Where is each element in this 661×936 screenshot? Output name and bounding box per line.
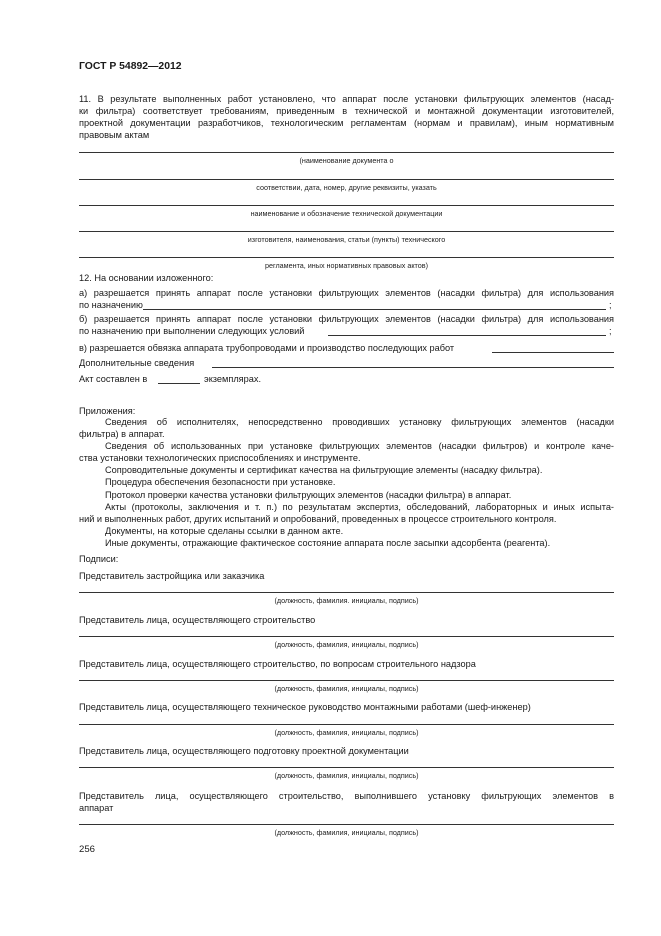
item-b-line-2: по назначению при выполнении следующих условий [79, 326, 305, 336]
attachments-heading: Приложения: [79, 406, 136, 416]
signatory-1: Представитель застройщика или заказчика [79, 571, 265, 581]
attachment-7: Документы, на которые сделаны ссылки в данном акте. [105, 526, 344, 536]
attachment-6-line-1: Акты (протоколы, заключения и т. п.) по результатам экспертиз, обследований, лабораторных и иных испыта- [105, 502, 614, 512]
fill-line [328, 335, 606, 336]
section-11-line-1: 11. В результате выполненных работ установлено, что аппарат после установки фильтрующих элементов (насад- [79, 94, 614, 104]
signature-caption: (должность, фамилия, инициалы, подпись) [274, 684, 419, 693]
item-a-line-2: по назначению [79, 300, 143, 310]
signatory-5: Представитель лица, осуществляющего подготовку проектной документации [79, 746, 409, 756]
attachment-3: Сопроводительные документы и сертификат качества на фильтрующие элементы (насадку фильтра). [105, 465, 543, 475]
page-number: 256 [79, 844, 96, 855]
field-caption: (наименование документа о [299, 156, 394, 165]
attachment-1-line-1: Сведения об исполнителях, непосредственно проводивших установку фильтрующих элементов (насадки [105, 417, 614, 427]
item-a-line-1: а) разрешается принять аппарат после установки фильтрующих элементов (насадки фильтра) для использования [79, 288, 614, 298]
attachment-4: Процедура обеспечения безопасности при установке. [105, 477, 336, 487]
item-a-end: ; [609, 300, 612, 310]
signature-caption: (должность, фамилия, инициалы, подпись) [274, 728, 419, 737]
fill-line [143, 309, 606, 310]
signature-caption: (должность, фамилия, инициалы, подпись) [274, 828, 419, 837]
item-v-line: в) разрешается обвязка аппарата трубопроводами и производство последующих работ [79, 343, 455, 353]
signature-line [79, 680, 614, 681]
signatory-6-line-2: аппарат [79, 803, 114, 813]
item-b-end: ; [609, 326, 612, 336]
signature-line [79, 824, 614, 825]
field-caption: соответствии, дата, номер, другие реквизиты, указать [256, 183, 437, 192]
act-copies-prefix: Акт составлен в [79, 374, 148, 384]
fill-line [79, 152, 614, 153]
signature-caption: (должность, фамилия, инициалы, подпись) [274, 771, 419, 780]
extra-info-label: Дополнительные сведения [79, 358, 195, 368]
item-b-line-1: б) разрешается принять аппарат после установки фильтрующих элементов (насадки фильтра) для использования [79, 314, 614, 324]
signatory-3: Представитель лица, осуществляющего строительство, по вопросам строительного надзора [79, 659, 476, 669]
signature-line [79, 767, 614, 768]
field-caption: наименование и обозначение технической документации [250, 209, 443, 218]
fill-line [79, 231, 614, 232]
fill-line [79, 257, 614, 258]
signature-line [79, 592, 614, 593]
fill-line [158, 383, 200, 384]
attachment-2-line-1: Сведения об использованных при установке фильтрующих элементов (насадки фильтров) и контроле каче- [105, 441, 614, 451]
fill-line [79, 205, 614, 206]
fill-line [79, 179, 614, 180]
document-header: ГОСТ Р 54892—2012 [79, 61, 182, 72]
signature-line [79, 636, 614, 637]
attachment-8: Иные документы, отражающие фактическое состояние аппарата после засыпки адсорбента (реагента). [105, 538, 551, 548]
field-caption: регламента, иных нормативных правовых актов) [265, 261, 428, 270]
field-caption: изготовителя, наименования, статьи (пункты) технического [247, 235, 446, 244]
signatures-heading: Подписи: [79, 554, 119, 564]
attachment-5: Протокол проверки качества установки фильтрующих элементов (насадки фильтра) в аппарат. [105, 490, 512, 500]
attachment-6-line-2: ний и выполненных работ, других испытаний и опробований, проведенных в процессе строительного контроля. [79, 514, 557, 524]
signature-caption: (должность, фамилия. инициалы, подпись) [274, 596, 419, 605]
attachment-2-line-2: ства установки технологических приспособлениях и инструменте. [79, 453, 361, 463]
section-12-heading: 12. На основании изложенного: [79, 273, 214, 283]
section-11-line-3: проектной документации разработчиков, технологическим регламентам (нормам и правилам), иным нормативным [79, 118, 614, 128]
signature-line [79, 724, 614, 725]
fill-line [492, 352, 614, 353]
section-11-line-4: правовым актам [79, 130, 150, 140]
section-11-line-2: ки фильтра) соответствует требованиям, приведенным в технической и монтажной документации изготовителей, [79, 106, 614, 116]
signature-caption: (должность, фамилия, инициалы, подпись) [274, 640, 419, 649]
fill-line [212, 367, 614, 368]
signatory-2: Представитель лица, осуществляющего строительство [79, 615, 316, 625]
act-copies-suffix: экземплярах. [204, 374, 262, 384]
attachment-1-line-2: фильтра) в аппарат. [79, 429, 165, 439]
signatory-4: Представитель лица, осуществляющего техническое руководство монтажными работами (шеф-инженер) [79, 702, 531, 712]
signatory-6-line-1: Представитель лица, осуществляющего строительство, выполнившего установку фильтрующих элементов в [79, 791, 614, 801]
